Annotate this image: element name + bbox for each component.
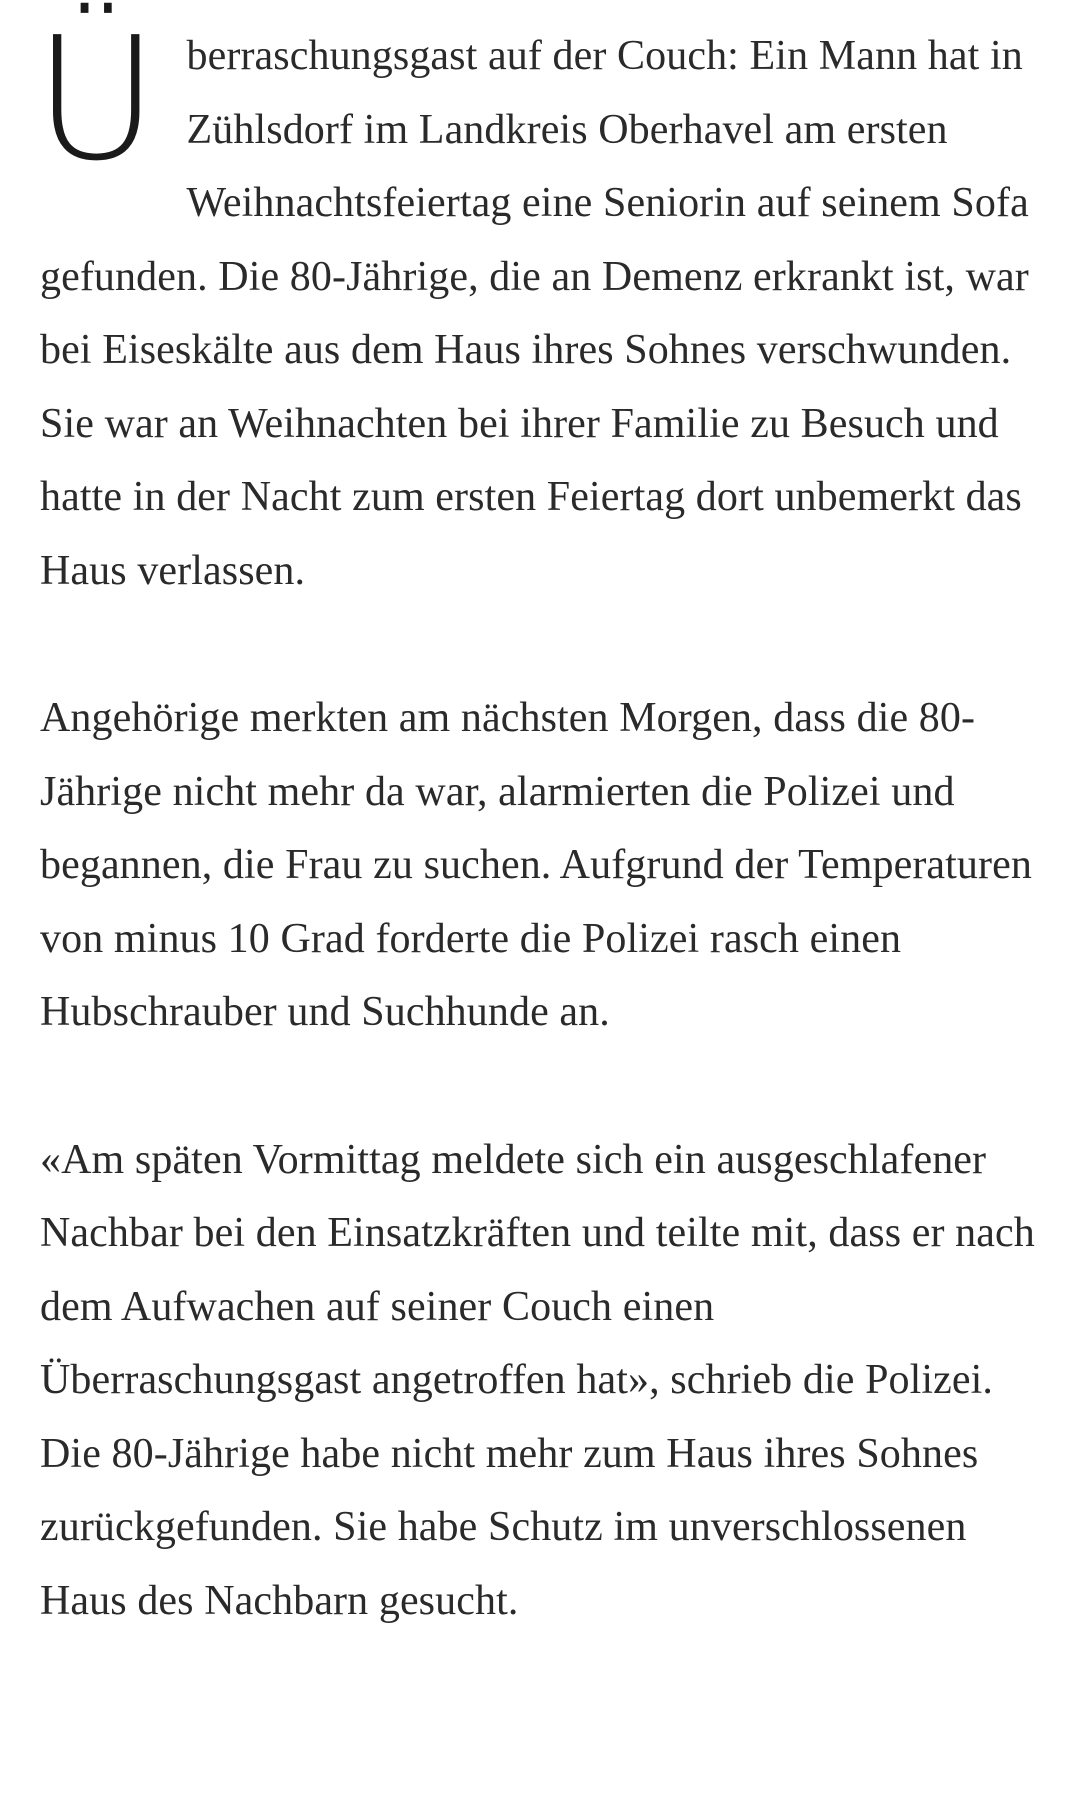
article-paragraph-1 [34,1,1040,608]
drop-cap-letter: Ü [34,1,159,199]
article-paragraph-2: Angehörige merkten am nächsten Morgen, dass die 80-Jährige nicht mehr da war, alarmierten die Polizei und begannen, die Frau zu suchen. Aufgrund der Temperaturen von minus 10 Grad forderte die Polizei rasch einen Hubschrauber und Suchhunde an. [40,695,1032,1035]
article-body [34,1,1040,1638]
paragraph-text: berraschungsgast auf der Couch: Ein Mann hat in Zühlsdorf im Landkreis Oberhavel am ersten Weihnachtsfeiertag eine Seniorin auf seinem Sofa gefunden. Die 80-Jährige, die an Demenz erkrankt ist, war bei Eiseskälte aus dem Haus ihres Sohnes verschwunden. Sie war an Weihnachten bei ihrer Familie zu Besuch und hatte in der Nacht zum ersten Feiertag dort unbemerkt das Haus verlassen. [40,33,1029,594]
article-paragraph-3: «Am späten Vormittag meldete sich ein ausgeschlafener Nachbar bei den Einsatzkräften und teilte mit, dass er nach dem Aufwachen auf seiner Couch einen Überraschungsgast angetroffen hat», schrieb die Polizei. Die 80-Jährige habe nicht mehr zum Haus ihres Sohnes zurückgefunden. Sie habe Schutz im unverschlossenen Haus des Nachbarn gesucht. [40,1136,1035,1624]
